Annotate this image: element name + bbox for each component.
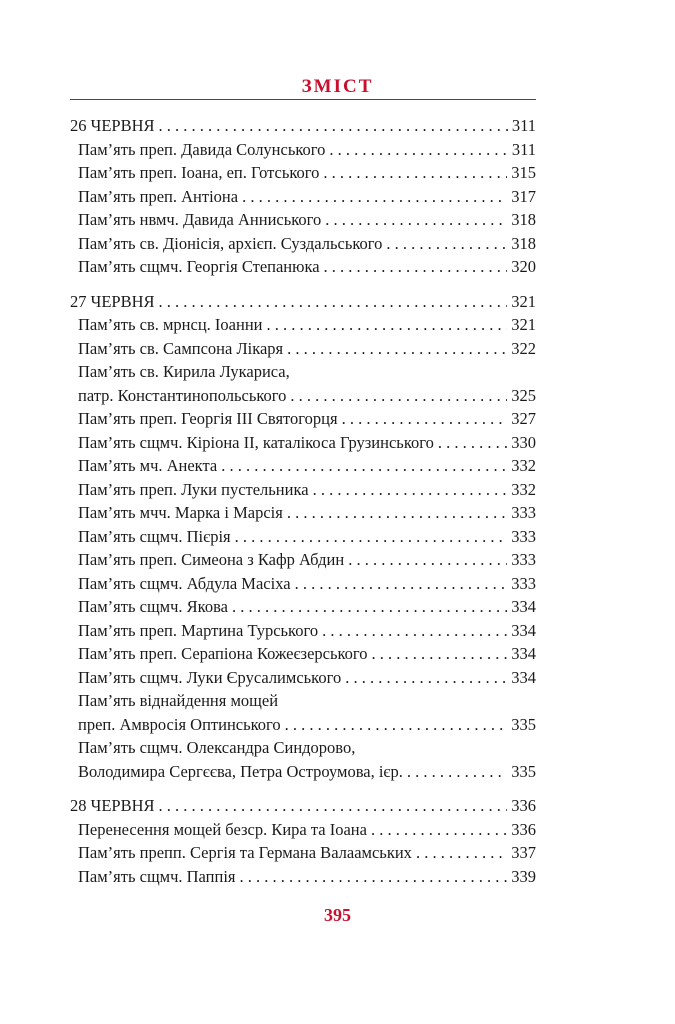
toc-entry[interactable]	[70, 597, 536, 621]
dot-leader	[295, 574, 508, 594]
toc-section-heading[interactable]	[70, 292, 536, 316]
toc-entry-page: 333	[511, 550, 536, 569]
toc-entry-title: преп. Амвросія Оптинського	[78, 714, 281, 734]
toc-entry[interactable]	[70, 527, 536, 551]
toc-section	[70, 116, 536, 281]
toc-entry[interactable]	[70, 480, 536, 504]
toc-entry-title: Пам’ять св. Сампсона Лікаря	[78, 338, 284, 358]
toc-entry-page: 325	[511, 385, 536, 405]
toc-entry-title: Пам’ять преп. Луки пустельника	[78, 479, 309, 499]
toc-entry[interactable]	[70, 715, 536, 739]
toc-entry[interactable]	[70, 163, 536, 187]
toc-entry-page: 330	[511, 432, 536, 452]
toc-entry[interactable]	[70, 843, 536, 867]
toc-entry-line	[70, 691, 536, 715]
dot-leader	[287, 503, 507, 523]
page-number: 395	[324, 905, 351, 925]
toc-entry-title: Пам’ять препп. Сергія та Германа Валаамських	[78, 843, 412, 862]
toc-section-heading[interactable]	[70, 116, 536, 140]
dot-leader	[242, 187, 507, 207]
toc-entry[interactable]	[70, 762, 536, 786]
toc-entry-title: Пам’ять преп. Георгія ІІІ Святогорця	[78, 409, 338, 428]
toc-entry-title: Пам’ять сщмч. Пієрія	[78, 526, 231, 546]
dot-leader	[313, 480, 508, 500]
dot-leader	[345, 668, 507, 688]
toc-entry[interactable]	[70, 234, 536, 258]
toc-entry[interactable]	[70, 210, 536, 234]
toc-entry-title: Пам’ять сщмч. Паппія	[78, 866, 236, 886]
dot-leader	[342, 409, 508, 429]
toc-entry[interactable]	[70, 187, 536, 211]
toc-entry-page: 320	[511, 257, 536, 276]
toc-entry-page: 333	[511, 526, 536, 546]
dot-leader	[329, 140, 507, 160]
toc-entry-title: Пам’ять преп. Іоана, еп. Готського	[78, 163, 320, 182]
dot-leader	[324, 257, 508, 277]
dot-leader	[348, 550, 507, 570]
dot-leader	[438, 433, 507, 453]
toc-entry-title: Пам’ять св. Діонісія, архієп. Суздальського	[78, 233, 383, 253]
toc-entry-title: Пам’ять преп. Симеона з Кафр Абдин	[78, 550, 345, 569]
toc-entry-page: 311	[511, 116, 536, 135]
toc-entry-page: 311	[511, 139, 536, 159]
toc-entry-page: 339	[511, 866, 536, 886]
dot-leader	[159, 796, 508, 816]
toc-entry-page: 335	[511, 761, 536, 781]
toc-entry[interactable]	[70, 503, 536, 527]
toc-entry[interactable]	[70, 140, 536, 164]
toc-entry-title: Пам’ять нвмч. Давида Анниського	[78, 210, 322, 229]
dot-leader	[325, 210, 507, 230]
toc-entry[interactable]	[70, 386, 536, 410]
toc-entry-page: 334	[511, 644, 536, 663]
dot-leader	[416, 843, 507, 863]
toc-entry-title: 27 ЧЕРВНЯ	[70, 291, 155, 311]
toc-entry-title: Пам’ять сщмч. Луки Єрусалимського	[78, 667, 342, 687]
toc-entry-title: Пам’ять мчч. Марка і Марсія	[78, 503, 283, 522]
toc-entry-title: 26 ЧЕРВНЯ	[70, 116, 155, 135]
toc-entry-title: Пам’ять преп. Антіона	[78, 186, 239, 206]
toc-entry-page: 332	[511, 479, 536, 499]
toc-entry-page: 333	[511, 573, 536, 593]
toc-entry[interactable]	[70, 257, 536, 281]
toc-entry-page: 334	[511, 667, 536, 687]
dot-leader	[285, 715, 508, 735]
toc-entry[interactable]	[70, 315, 536, 339]
dot-leader	[386, 234, 507, 254]
dot-leader	[372, 644, 508, 664]
toc-entry-title: Пам’ять св. мрнсц. Іоанни	[78, 315, 263, 334]
toc-entry-page: 321	[511, 315, 536, 334]
toc-entry-title: Пам’ять сщмч. Абдула Масіха	[78, 573, 291, 593]
dot-leader	[235, 527, 508, 547]
page-title: ЗМІСТ	[301, 76, 374, 97]
toc-entry-title: Пам’ять преп. Серапіона Кожеєзерського	[78, 644, 368, 663]
toc-entry-title: патр. Константинопольського	[78, 385, 287, 405]
toc-entry-page: 317	[511, 186, 536, 206]
toc-entry-title: Пам’ять сщмч. Якова	[78, 597, 228, 616]
dot-leader	[371, 820, 507, 840]
toc-entry[interactable]	[70, 550, 536, 574]
toc-entry-page: 332	[511, 456, 536, 475]
toc-entry[interactable]	[70, 456, 536, 480]
toc-entry-title: Пам’ять сщмч. Георгія Степанюка	[78, 257, 320, 276]
toc-entry-title: Пам’ять мч. Анекта	[78, 456, 218, 475]
dot-leader	[266, 315, 507, 335]
dot-leader	[232, 597, 507, 617]
toc-entry-title: Володимира Сергєєва, Петра Остроумова, ієр.	[78, 761, 403, 781]
toc-entry-line	[70, 362, 536, 386]
toc-entry-page: 336	[511, 819, 536, 839]
toc-entry-title: 28 ЧЕРВНЯ	[70, 796, 155, 815]
dot-leader	[159, 292, 508, 312]
toc-entry-line	[70, 738, 536, 762]
dot-leader	[290, 386, 507, 406]
toc-entry[interactable]	[70, 820, 536, 844]
toc-entry[interactable]	[70, 621, 536, 645]
dot-leader	[287, 339, 507, 359]
toc-entry-page: 327	[511, 409, 536, 428]
toc-entry-title: Пам’ять св. Кирила Лукариса,	[78, 362, 290, 381]
toc-entry-page: 322	[511, 338, 536, 358]
toc-entry[interactable]	[70, 409, 536, 433]
toc-entry-page: 318	[511, 233, 536, 253]
toc-entry-title: Пам’ять преп. Давида Солунського	[78, 139, 326, 159]
toc-entry-title: Перенесення мощей безср. Кира та Іоана	[78, 819, 367, 839]
toc-entry-title: Пам’ять преп. Мартина Турського	[78, 620, 319, 640]
dot-leader	[159, 116, 508, 136]
toc-entry-page: 336	[511, 796, 536, 815]
dot-leader	[407, 762, 507, 782]
toc-section	[70, 292, 536, 786]
toc-entry-title: Пам’ять сщмч. Кіріона ІІ, каталікоса Грузинського	[78, 432, 434, 452]
dot-leader	[322, 621, 507, 641]
toc-section	[70, 796, 536, 890]
toc-entry[interactable]	[70, 433, 536, 457]
toc-entry-page: 335	[511, 714, 536, 734]
dot-leader	[323, 163, 507, 183]
toc-entry-page: 334	[511, 597, 536, 616]
toc-entry-page: 315	[511, 163, 536, 182]
table-of-contents	[70, 116, 536, 901]
toc-entry[interactable]	[70, 668, 536, 692]
toc-entry[interactable]	[70, 574, 536, 598]
toc-entry-page: 334	[511, 620, 536, 640]
title-divider	[70, 99, 536, 100]
toc-entry[interactable]	[70, 644, 536, 668]
toc-entry[interactable]	[70, 867, 536, 891]
toc-section-heading[interactable]	[70, 796, 536, 820]
dot-leader	[221, 456, 507, 476]
toc-entry-page: 321	[511, 291, 536, 311]
toc-entry-page: 333	[511, 503, 536, 522]
toc-entry-page: 337	[511, 843, 536, 862]
dot-leader	[240, 867, 508, 887]
toc-entry-page: 318	[511, 210, 536, 229]
toc-entry[interactable]	[70, 339, 536, 363]
toc-entry-title: Пам’ять сщмч. Олександра Синдорово,	[78, 738, 356, 757]
toc-entry-title: Пам’ять віднайдення мощей	[78, 691, 279, 710]
